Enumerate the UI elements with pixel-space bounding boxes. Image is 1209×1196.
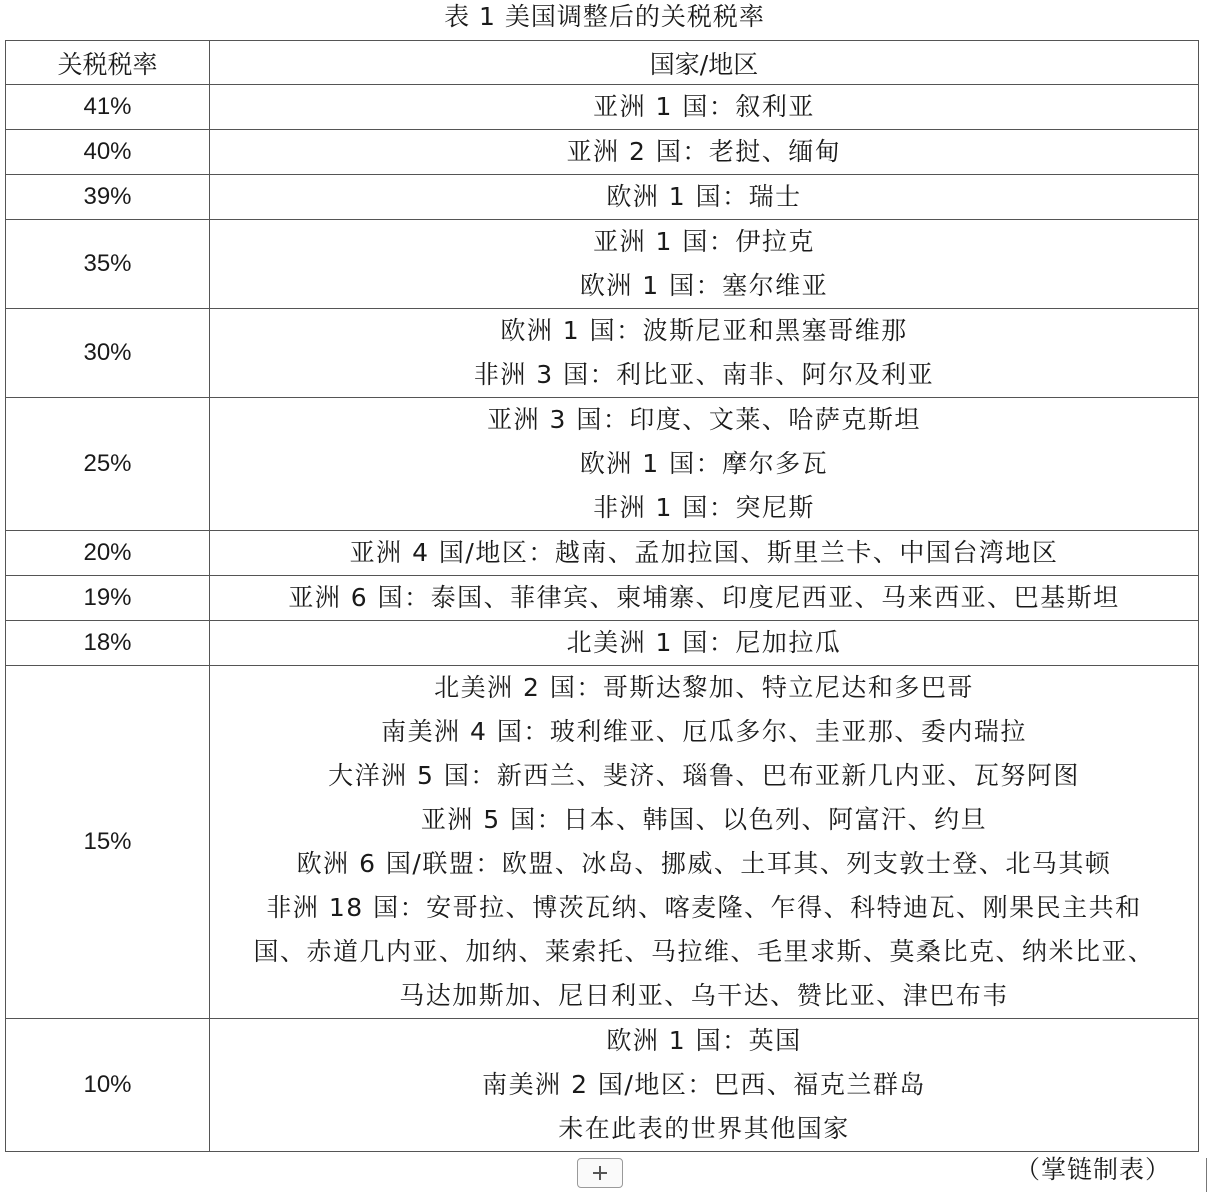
table-row xyxy=(6,576,1199,621)
countries-cell xyxy=(210,531,1199,576)
countries-cell xyxy=(210,1019,1199,1152)
table-row xyxy=(6,309,1199,398)
rate-cell: 41% xyxy=(6,85,210,130)
source-note: （掌链制表） xyxy=(1014,1155,1171,1184)
text-cursor xyxy=(1206,1158,1207,1192)
header-rate: 关税税率 xyxy=(6,41,210,85)
country-line: 欧洲 1 国：瑞士 xyxy=(606,182,802,211)
country-line: 欧洲 1 国：塞尔维亚 xyxy=(579,271,829,300)
country-line: 亚洲 3 国：印度、文莱、哈萨克斯坦 xyxy=(487,405,921,434)
countries-cell xyxy=(210,398,1199,531)
rate-cell: 25% xyxy=(6,398,210,531)
country-line: 南美洲 2 国/地区：巴西、福克兰群岛 xyxy=(482,1070,926,1099)
country-line: 非洲 18 国：安哥拉、博茨瓦纳、喀麦隆、乍得、科特迪瓦、刚果民主共和 xyxy=(266,893,1142,922)
table-row xyxy=(6,666,1199,1019)
country-line: 欧洲 1 国：波斯尼亚和黑塞哥维那 xyxy=(500,316,908,345)
footer xyxy=(0,1150,1209,1196)
table-row xyxy=(6,531,1199,576)
rate-cell: 35% xyxy=(6,220,210,309)
country-line: 欧洲 1 国：摩尔多瓦 xyxy=(579,449,829,478)
header-countries: 国家/地区 xyxy=(210,41,1199,85)
table-row xyxy=(6,130,1199,175)
country-line: 未在此表的世界其他国家 xyxy=(558,1114,850,1143)
rate-cell: 20% xyxy=(6,531,210,576)
table-row xyxy=(6,220,1199,309)
rate-cell: 10% xyxy=(6,1019,210,1152)
country-line: 欧洲 1 国：英国 xyxy=(606,1026,802,1055)
table-caption: 表 1 美国调整后的关税税率 xyxy=(444,2,765,31)
rate-cell: 15% xyxy=(6,666,210,1019)
country-line: 亚洲 5 国：日本、韩国、以色列、阿富汗、约旦 xyxy=(420,805,988,834)
rate-cell: 40% xyxy=(6,130,210,175)
countries-cell xyxy=(210,666,1199,1019)
table-row xyxy=(6,621,1199,666)
countries-cell xyxy=(210,130,1199,175)
country-line: 北美洲 2 国：哥斯达黎加、特立尼达和多巴哥 xyxy=(434,673,974,702)
country-line: 非洲 1 国：突尼斯 xyxy=(593,493,815,522)
countries-cell xyxy=(210,175,1199,220)
rate-cell: 39% xyxy=(6,175,210,220)
country-line: 欧洲 6 国/联盟：欧盟、冰岛、挪威、土耳其、列支敦士登、北马其顿 xyxy=(296,849,1112,878)
table-row xyxy=(6,85,1199,130)
country-line: 大洋洲 5 国：新西兰、斐济、瑙鲁、巴布亚新几内亚、瓦努阿图 xyxy=(328,761,1080,790)
country-line: 亚洲 2 国：老挝、缅甸 xyxy=(566,137,842,166)
plus-icon xyxy=(593,1166,607,1180)
country-line: 非洲 3 国：利比亚、南非、阿尔及利亚 xyxy=(473,360,935,389)
countries-cell xyxy=(210,576,1199,621)
countries-cell xyxy=(210,220,1199,309)
country-line: 北美洲 1 国：尼加拉瓜 xyxy=(566,628,842,657)
table-row xyxy=(6,398,1199,531)
rate-cell: 18% xyxy=(6,621,210,666)
country-line: 马达加斯加、尼日利亚、乌干达、赞比亚、津巴布韦 xyxy=(399,981,1009,1010)
table-row xyxy=(6,1019,1199,1152)
countries-cell xyxy=(210,85,1199,130)
table-body xyxy=(6,85,1199,1152)
country-line: 亚洲 4 国/地区：越南、孟加拉国、斯里兰卡、中国台湾地区 xyxy=(349,538,1059,567)
table-row xyxy=(6,175,1199,220)
countries-cell xyxy=(210,621,1199,666)
country-line: 南美洲 4 国：玻利维亚、厄瓜多尔、圭亚那、委内瑞拉 xyxy=(381,717,1027,746)
country-line: 亚洲 1 国：伊拉克 xyxy=(593,227,815,256)
country-line: 亚洲 6 国：泰国、菲律宾、柬埔寨、印度尼西亚、马来西亚、巴基斯坦 xyxy=(288,583,1120,612)
tariff-table xyxy=(5,40,1199,1152)
add-row-button[interactable] xyxy=(577,1158,623,1188)
rate-cell: 19% xyxy=(6,576,210,621)
countries-cell xyxy=(210,309,1199,398)
rate-cell: 30% xyxy=(6,309,210,398)
country-line: 亚洲 1 国：叙利亚 xyxy=(593,92,815,121)
country-line: 国、赤道几内亚、加纳、莱索托、马拉维、毛里求斯、莫桑比克、纳米比亚、 xyxy=(253,937,1155,966)
table-header-row xyxy=(6,41,1199,85)
